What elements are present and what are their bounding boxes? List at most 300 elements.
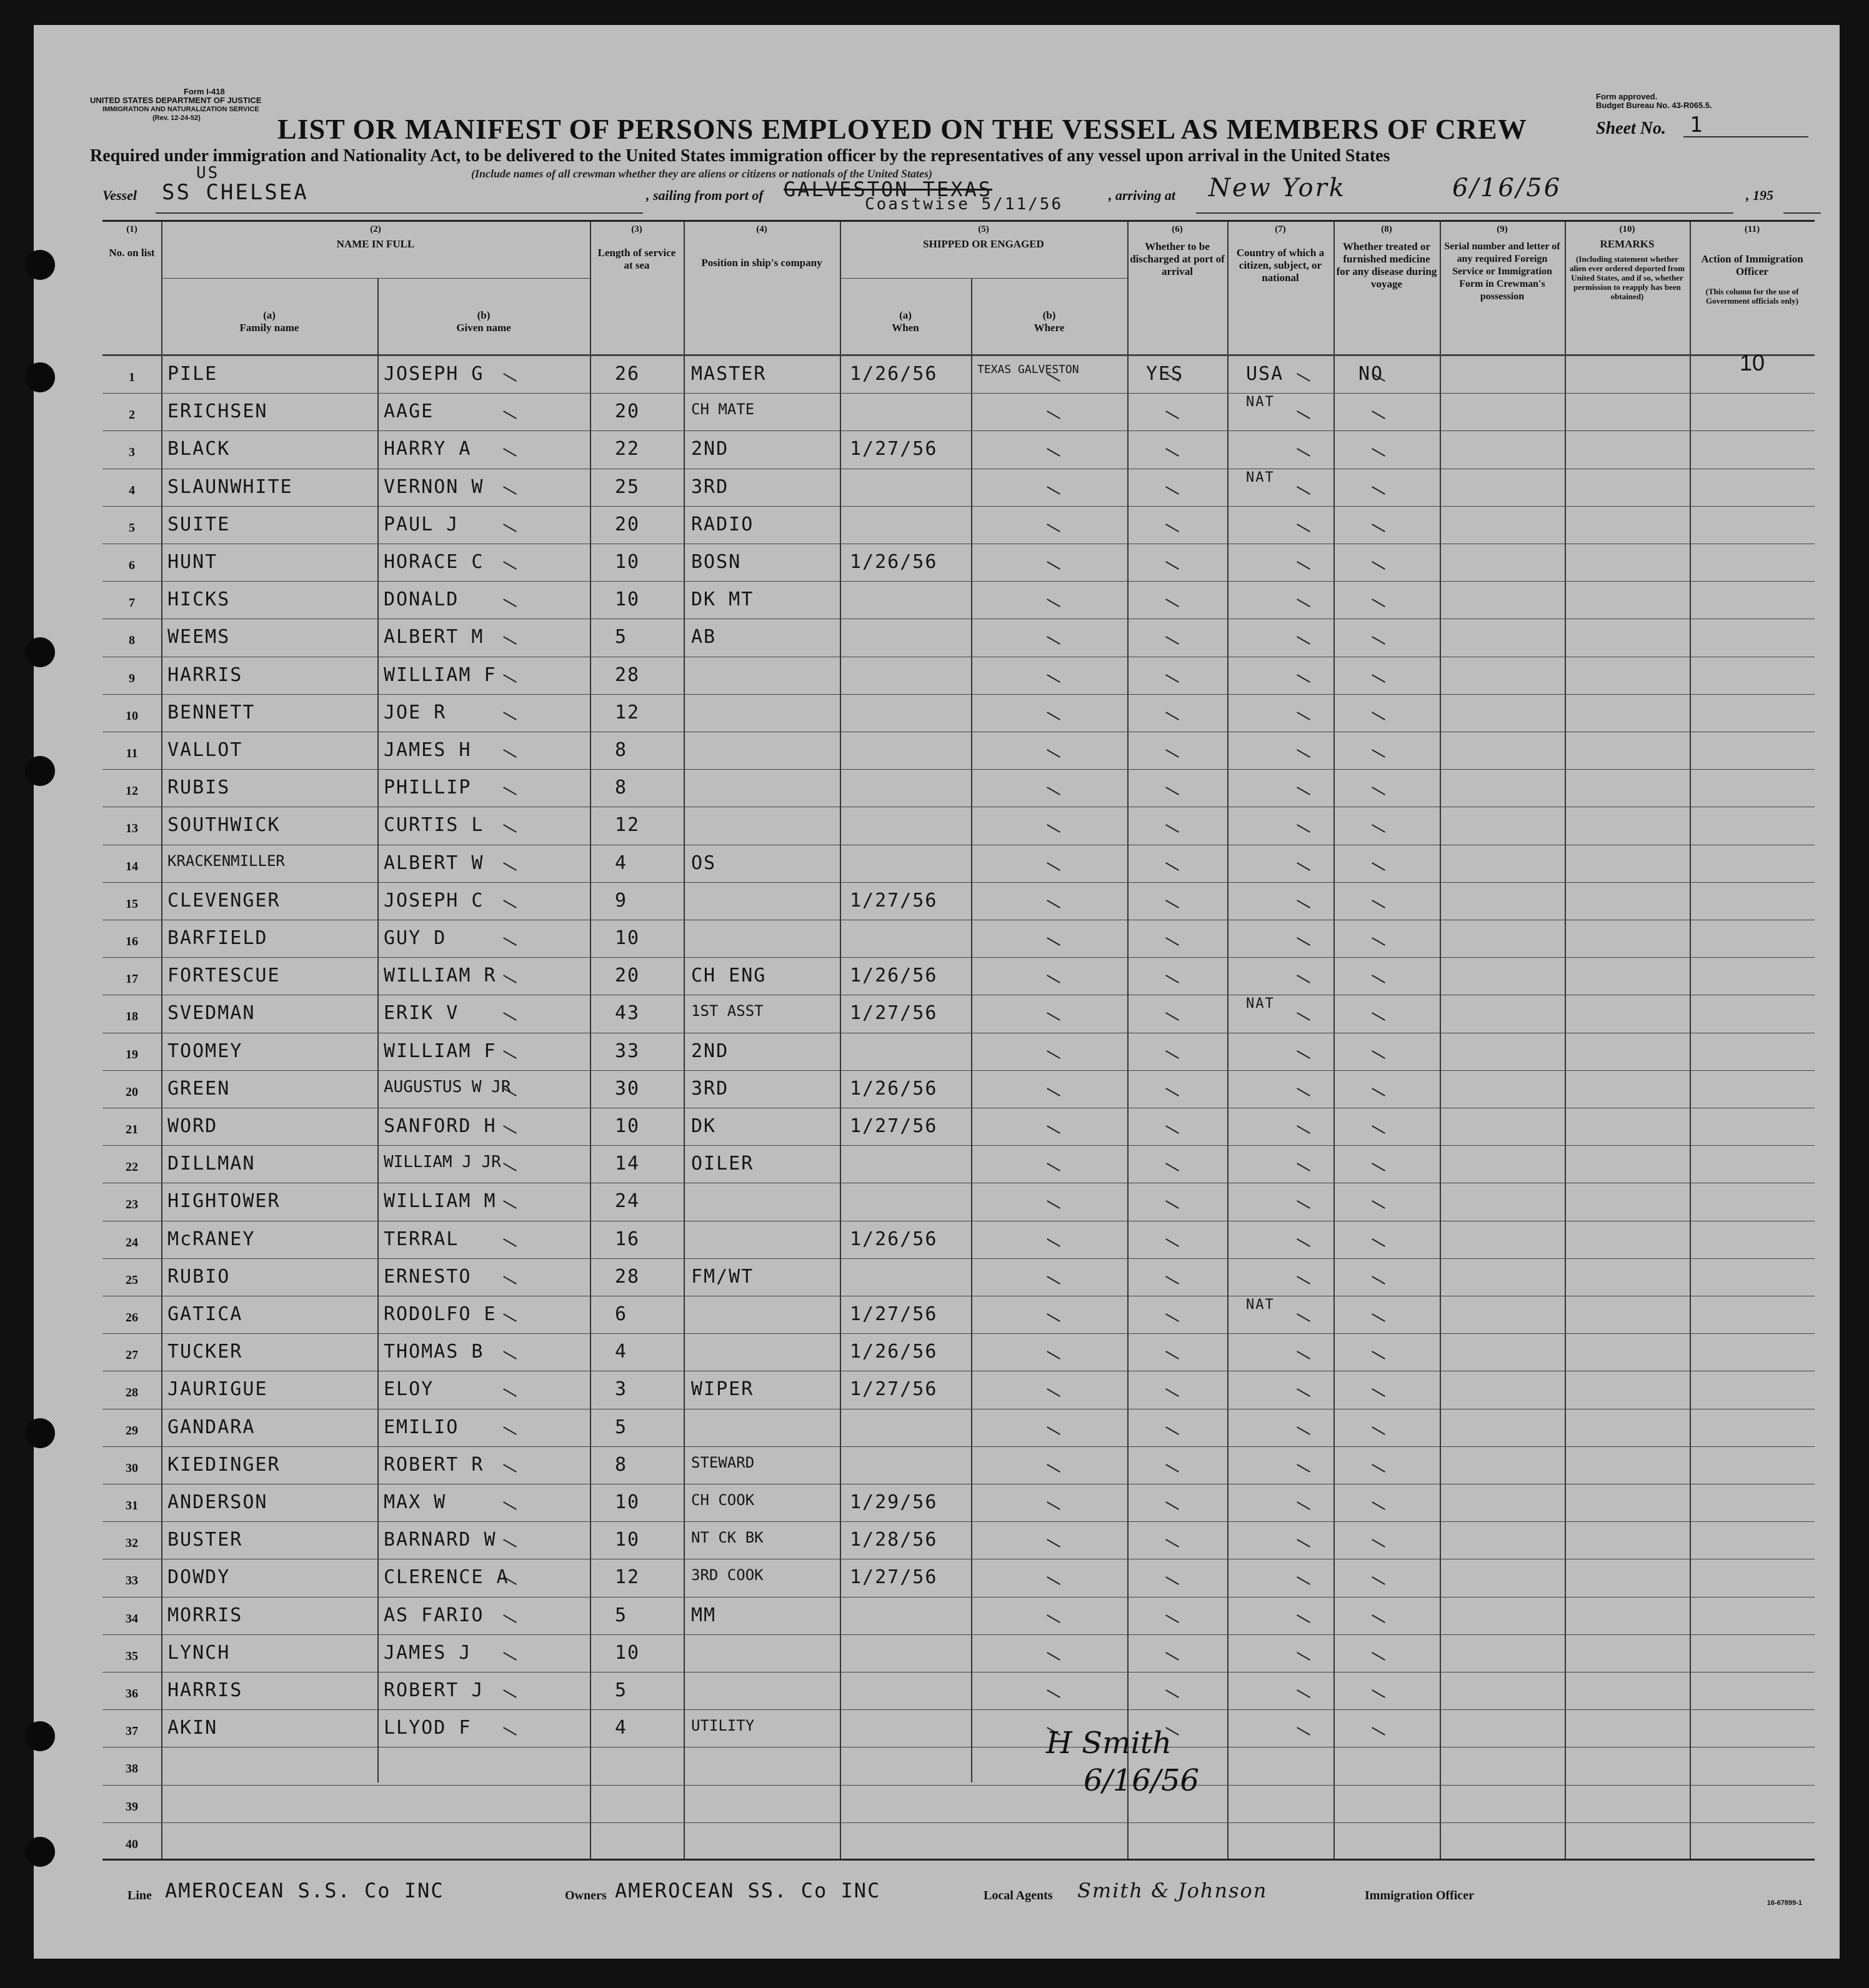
row-rule xyxy=(102,430,1815,431)
line-label: Line xyxy=(127,1889,152,1902)
given-name: DONALD xyxy=(384,589,459,611)
row-number: 15 xyxy=(126,897,138,911)
column-divider xyxy=(1440,222,1441,1859)
ditto-mark xyxy=(1297,561,1310,570)
ditto-mark xyxy=(1047,749,1060,758)
position: AB xyxy=(691,626,717,649)
ditto-mark xyxy=(503,712,517,720)
ditto-mark xyxy=(1165,637,1179,645)
ditto-mark xyxy=(1372,749,1385,758)
family-name: TUCKER xyxy=(167,1341,243,1363)
ditto-mark xyxy=(503,373,517,382)
underline xyxy=(1196,212,1733,214)
given-name: VERNON W xyxy=(384,475,484,498)
service-length: 3 xyxy=(615,1378,628,1401)
position: OILER xyxy=(691,1153,754,1175)
family-name: BUSTER xyxy=(167,1529,243,1551)
ditto-mark xyxy=(1297,1464,1310,1473)
ditto-mark xyxy=(1165,1539,1179,1548)
column-header: Whether to be discharged at port of arrival xyxy=(1130,241,1225,277)
ditto-mark xyxy=(1047,637,1060,645)
ditto-mark xyxy=(1297,862,1310,871)
column-divider xyxy=(1333,222,1335,1859)
service-length: 4 xyxy=(615,1341,628,1363)
ditto-mark xyxy=(1297,449,1310,457)
column-divider xyxy=(840,222,841,1859)
ditto-mark xyxy=(1165,1351,1179,1359)
family-name: HIGHTOWER xyxy=(167,1190,281,1213)
ditto-mark xyxy=(1297,1426,1310,1435)
punch-hole-icon xyxy=(25,250,55,280)
signature-name: H Smith xyxy=(1046,1726,1172,1761)
underline xyxy=(156,212,643,214)
row-rule xyxy=(102,1521,1815,1522)
ditto-mark xyxy=(1165,1426,1179,1435)
service-length: 20 xyxy=(615,513,640,535)
service-length: 25 xyxy=(615,475,640,498)
given-name: CURTIS L xyxy=(384,814,484,837)
position: DK MT xyxy=(691,589,754,611)
service-length: 28 xyxy=(615,663,640,686)
service-length: 14 xyxy=(615,1153,640,1175)
ditto-mark xyxy=(1372,637,1385,645)
given-name: EMILIO xyxy=(384,1416,459,1438)
ditto-mark xyxy=(503,1539,517,1548)
ditto-mark xyxy=(1372,1652,1385,1661)
service-length: 5 xyxy=(615,1604,628,1626)
sailing-note: Coastwise 5/11/56 xyxy=(865,195,1064,214)
column-number: (10) xyxy=(1619,224,1635,234)
ditto-mark xyxy=(1165,975,1179,983)
ditto-mark xyxy=(1047,1050,1060,1059)
position: CH ENG xyxy=(691,965,767,987)
ditto-mark xyxy=(503,599,517,607)
row-number: 26 xyxy=(126,1311,138,1325)
punch-hole-icon xyxy=(25,1837,55,1867)
ditto-mark xyxy=(1047,1501,1060,1510)
ditto-mark xyxy=(503,1426,517,1435)
sheet-label: Sheet No. xyxy=(1596,119,1666,138)
row-rule xyxy=(102,393,1815,394)
ditto-mark xyxy=(1047,1652,1060,1661)
family-name: LYNCH xyxy=(167,1641,231,1664)
row-rule xyxy=(102,581,1815,582)
row-number: 33 xyxy=(126,1574,138,1588)
row-rule xyxy=(102,957,1815,958)
ditto-mark xyxy=(1297,1125,1310,1134)
position: 3RD COOK xyxy=(691,1566,764,1584)
position: 2ND xyxy=(691,1040,729,1062)
medical: NO xyxy=(1358,363,1384,385)
ditto-mark xyxy=(1165,524,1179,532)
country: NAT xyxy=(1246,1297,1275,1313)
family-name: GREEN xyxy=(167,1077,231,1100)
ditto-mark xyxy=(1165,1689,1179,1698)
row-number: 3 xyxy=(129,445,135,460)
column-number: (11) xyxy=(1744,224,1760,234)
given-name: SANFORD H xyxy=(384,1115,497,1137)
family-name: PILE xyxy=(167,363,218,385)
row-rule xyxy=(102,506,1815,507)
shipped-where: TEXAS GALVESTON xyxy=(977,363,1079,376)
position: WIPER xyxy=(691,1378,754,1401)
footer xyxy=(102,1871,1815,1909)
service-length: 8 xyxy=(615,777,628,799)
ditto-mark xyxy=(1165,1163,1179,1171)
ditto-mark xyxy=(1372,1464,1385,1473)
page-title: LIST OR MANIFEST OF PERSONS EMPLOYED ON THE VESSEL AS MEMBERS OF CREW xyxy=(277,113,1527,145)
shipped-when: 1/27/56 xyxy=(850,1303,938,1325)
given-name: WILLIAM F xyxy=(384,663,497,686)
ditto-mark xyxy=(1297,1652,1310,1661)
ditto-mark xyxy=(1047,1464,1060,1473)
country: NAT xyxy=(1246,469,1275,485)
arriving-port: New York xyxy=(1209,174,1346,202)
column-divider xyxy=(161,222,162,1859)
ditto-mark xyxy=(1047,1163,1060,1171)
ditto-mark xyxy=(1372,1501,1385,1510)
sailing-port: GALVESTON TEXAS xyxy=(784,177,992,201)
given-name: ROBERT R xyxy=(384,1453,484,1476)
given-name: JOSEPH C xyxy=(384,889,484,912)
column-divider xyxy=(1690,222,1691,1859)
ditto-mark xyxy=(503,1689,517,1698)
shipped-when: 1/27/56 xyxy=(850,1378,938,1401)
family-name: SVEDMAN xyxy=(167,1002,256,1025)
service-length: 22 xyxy=(615,438,640,460)
row-rule xyxy=(102,1258,1815,1259)
ditto-mark xyxy=(503,825,517,833)
given-name: HORACE C xyxy=(384,551,484,573)
given-name: ALBERT M xyxy=(384,626,484,649)
column-header: Serial number and letter of any required Foreign Service or Immigration Form in Crewman's possession xyxy=(1444,241,1560,302)
row-rule xyxy=(102,1333,1815,1334)
header-subrule xyxy=(161,278,590,279)
ditto-mark xyxy=(1297,975,1310,983)
service-length: 10 xyxy=(615,1529,640,1551)
ditto-mark xyxy=(1297,1313,1310,1322)
ditto-mark xyxy=(503,749,517,758)
ditto-mark xyxy=(503,1464,517,1473)
given-name: CLERENCE A xyxy=(384,1566,509,1589)
position: OS xyxy=(691,852,717,874)
row-number: 4 xyxy=(129,483,135,497)
position: STEWARD xyxy=(691,1453,755,1471)
arrival-date: 6/16/56 xyxy=(1452,174,1562,202)
ditto-mark xyxy=(1372,1276,1385,1285)
ditto-mark xyxy=(1047,599,1060,607)
ditto-mark xyxy=(1372,1163,1385,1171)
ditto-mark xyxy=(1047,1088,1060,1096)
ditto-mark xyxy=(1047,1351,1060,1359)
position: FM/WT xyxy=(691,1265,754,1288)
row-number: 38 xyxy=(126,1762,138,1776)
ditto-mark xyxy=(1372,1201,1385,1210)
ditto-mark xyxy=(503,1125,517,1134)
ditto-mark xyxy=(1372,486,1385,495)
ditto-mark xyxy=(1165,1201,1179,1210)
underline xyxy=(1683,136,1808,137)
ditto-mark xyxy=(1047,862,1060,871)
ditto-mark xyxy=(1297,1501,1310,1510)
ditto-mark xyxy=(503,449,517,457)
row-number: 16 xyxy=(126,935,138,948)
position: BOSN xyxy=(691,551,742,573)
ditto-mark xyxy=(1297,825,1310,833)
family-name: GATICA xyxy=(167,1303,243,1325)
ditto-mark xyxy=(1297,1389,1310,1398)
ditto-mark xyxy=(1047,1313,1060,1322)
family-name: JAURIGUE xyxy=(167,1378,268,1401)
service-length: 20 xyxy=(615,965,640,987)
ditto-mark xyxy=(1165,561,1179,570)
ditto-mark xyxy=(503,486,517,495)
family-name: HICKS xyxy=(167,589,231,611)
service-length: 12 xyxy=(615,701,640,723)
shipped-when: 1/27/56 xyxy=(850,1002,938,1025)
ditto-mark xyxy=(1297,1539,1310,1548)
column-divider xyxy=(1127,222,1129,1859)
family-name: SUITE xyxy=(167,513,231,535)
ditto-mark xyxy=(1165,1238,1179,1247)
owners-label: Owners xyxy=(565,1889,607,1902)
ditto-mark xyxy=(1297,637,1310,645)
shipped-when: 1/27/56 xyxy=(850,438,938,460)
line-value: AMEROCEAN S.S. Co INC xyxy=(165,1879,444,1902)
shipped-when: 1/27/56 xyxy=(850,1115,938,1137)
row-rule xyxy=(102,1822,1815,1823)
service-length: 12 xyxy=(615,814,640,837)
family-name: WEEMS xyxy=(167,626,231,649)
family-name: RUBIS xyxy=(167,777,231,799)
family-name: KIEDINGER xyxy=(167,1453,281,1476)
ditto-mark xyxy=(1165,749,1179,758)
ditto-mark xyxy=(1297,1727,1310,1736)
ditto-mark xyxy=(1165,1276,1179,1285)
manifest-sheet xyxy=(34,25,1840,1959)
ditto-mark xyxy=(1047,1577,1060,1586)
family-name: CLEVENGER xyxy=(167,889,281,912)
service-length: 5 xyxy=(615,1416,628,1438)
sailing-label: , sailing from port of xyxy=(646,187,764,203)
row-rule xyxy=(102,1709,1815,1710)
row-number: 30 xyxy=(126,1461,138,1475)
row-number: 25 xyxy=(126,1273,138,1287)
column-note: (Including statement whether alien ever ordered deported from United States, and if so, whether permission to reapply has been obtained) xyxy=(1569,254,1685,301)
given-name: WILLIAM R xyxy=(384,965,497,987)
family-name: ERICHSEN xyxy=(167,400,268,423)
family-name: BLACK xyxy=(167,438,231,460)
shipped-when: 1/27/56 xyxy=(850,889,938,912)
ditto-mark xyxy=(1165,787,1179,795)
ditto-mark xyxy=(503,975,517,983)
given-name: GUY D xyxy=(384,927,447,949)
given-name: LLYOD F xyxy=(384,1717,472,1739)
column-number: (8) xyxy=(1381,224,1392,234)
ditto-mark xyxy=(1372,712,1385,720)
service-length: 20 xyxy=(615,400,640,423)
officer-label: Immigration Officer xyxy=(1365,1889,1474,1902)
ditto-mark xyxy=(1372,674,1385,683)
service-length: 16 xyxy=(615,1228,640,1250)
row-number: 2 xyxy=(129,408,135,422)
ditto-mark xyxy=(1165,1013,1179,1021)
ditto-mark xyxy=(1047,1276,1060,1285)
column-divider xyxy=(971,278,972,1782)
row-number: 28 xyxy=(126,1386,138,1400)
ditto-mark xyxy=(1297,410,1310,419)
family-name: DOWDY xyxy=(167,1566,231,1589)
family-name: RUBIO xyxy=(167,1265,231,1288)
row-number: 18 xyxy=(126,1010,138,1024)
ditto-mark xyxy=(1165,1577,1179,1586)
ditto-mark xyxy=(1165,900,1179,908)
ditto-mark xyxy=(1165,1464,1179,1473)
column-divider xyxy=(684,222,685,1859)
position: RADIO xyxy=(691,513,754,535)
subtitle: Required under immigration and Nationality Act, to be delivered to the United States immigration officer by the representatives of any vessel upon arrival in the United States xyxy=(90,146,1390,166)
service-length: 33 xyxy=(615,1040,640,1062)
ditto-mark xyxy=(1297,1201,1310,1210)
column-header: No. on list xyxy=(109,247,155,259)
header-subrule xyxy=(840,278,1127,279)
service-length: 5 xyxy=(615,626,628,649)
service-length: 24 xyxy=(615,1190,640,1213)
column-subheader: (a) Family name xyxy=(239,309,299,334)
service-length: 8 xyxy=(615,1453,628,1476)
position: CH COOK xyxy=(691,1491,755,1509)
ditto-mark xyxy=(503,674,517,683)
given-name: RODOLFO E xyxy=(384,1303,497,1325)
ditto-mark xyxy=(1297,674,1310,683)
ditto-mark xyxy=(1165,1501,1179,1510)
vessel-prefix: US xyxy=(196,164,220,182)
row-number: 39 xyxy=(126,1799,138,1814)
form-approved: Form approved. xyxy=(1596,92,1658,101)
given-name: HARRY A xyxy=(384,438,472,460)
given-name: WILLIAM J JR xyxy=(384,1153,501,1172)
ditto-mark xyxy=(503,1313,517,1322)
row-number: 34 xyxy=(126,1611,138,1626)
column-divider xyxy=(1565,222,1566,1859)
service-length: 12 xyxy=(615,1566,640,1589)
ditto-mark xyxy=(503,1652,517,1661)
shipped-when: 1/26/56 xyxy=(850,1228,938,1250)
ditto-mark xyxy=(1297,1689,1310,1698)
service-length: 10 xyxy=(615,551,640,573)
service-length: 30 xyxy=(615,1077,640,1100)
ditto-mark xyxy=(1372,1013,1385,1021)
ditto-mark xyxy=(1047,1201,1060,1210)
row-number: 24 xyxy=(126,1235,138,1250)
ditto-mark xyxy=(1372,1389,1385,1398)
ditto-mark xyxy=(1047,825,1060,833)
ditto-mark xyxy=(1372,937,1385,946)
ditto-mark xyxy=(1165,674,1179,683)
ditto-mark xyxy=(1297,1163,1310,1171)
ditto-mark xyxy=(1372,449,1385,457)
given-name: ERIK V xyxy=(384,1002,459,1025)
row-rule xyxy=(102,1145,1815,1146)
ditto-mark xyxy=(1297,787,1310,795)
family-name: GANDARA xyxy=(167,1416,256,1438)
ditto-mark xyxy=(1165,1389,1179,1398)
ditto-mark xyxy=(1165,1088,1179,1096)
ditto-mark xyxy=(503,1351,517,1359)
column-number: (7) xyxy=(1275,224,1286,234)
given-name: THOMAS B xyxy=(384,1341,484,1363)
ditto-mark xyxy=(1372,1125,1385,1134)
ditto-mark xyxy=(503,410,517,419)
ditto-mark xyxy=(1297,1276,1310,1285)
row-number: 21 xyxy=(126,1123,138,1136)
shipped-when: 1/28/56 xyxy=(850,1529,938,1551)
ditto-mark xyxy=(1372,1426,1385,1435)
ditto-mark xyxy=(1297,1577,1310,1586)
given-name: MAX W xyxy=(384,1491,447,1513)
ditto-mark xyxy=(503,637,517,645)
service-length: 26 xyxy=(615,363,640,385)
given-name: ROBERT J xyxy=(384,1679,484,1701)
given-name: PHILLIP xyxy=(384,777,472,799)
position: NT CK BK xyxy=(691,1529,764,1547)
family-name: WORD xyxy=(167,1115,218,1137)
ditto-mark xyxy=(1297,599,1310,607)
ditto-mark xyxy=(1372,524,1385,532)
agents-value: Smith & Johnson xyxy=(1077,1879,1268,1902)
row-number: 37 xyxy=(126,1724,138,1739)
column-header: Action of Immigration Officer xyxy=(1701,253,1803,277)
ditto-mark xyxy=(503,1501,517,1510)
column-divider xyxy=(590,222,591,1859)
ditto-mark xyxy=(503,561,517,570)
ditto-mark xyxy=(1047,561,1060,570)
row-number: 32 xyxy=(126,1536,138,1551)
row-number: 12 xyxy=(126,784,138,798)
position: MASTER xyxy=(691,363,767,385)
ditto-mark xyxy=(1297,486,1310,495)
ditto-mark xyxy=(1047,712,1060,720)
column-header: Country of which a citizen, subject, or national xyxy=(1236,247,1325,284)
service-length: 9 xyxy=(615,889,628,912)
row-number: 35 xyxy=(126,1649,138,1663)
column-number: (4) xyxy=(756,224,767,234)
given-name: AAGE xyxy=(384,400,434,423)
ditto-mark xyxy=(1297,749,1310,758)
country: NAT xyxy=(1246,394,1275,410)
ditto-mark xyxy=(1047,1125,1060,1134)
revision: (Rev. 12-24-52) xyxy=(152,114,201,122)
ditto-mark xyxy=(1372,1614,1385,1623)
ditto-mark xyxy=(503,1727,517,1736)
given-name: AUGUSTUS W JR xyxy=(384,1077,511,1096)
ditto-mark xyxy=(1297,373,1310,382)
position: DK xyxy=(691,1115,717,1137)
column-header: Position in ship's company xyxy=(701,257,822,269)
ditto-mark xyxy=(1297,1013,1310,1021)
shipped-when: 1/26/56 xyxy=(850,551,938,573)
row-number: 40 xyxy=(126,1837,138,1851)
row-number: 20 xyxy=(126,1085,138,1099)
row-number: 13 xyxy=(126,822,138,836)
service-length: 10 xyxy=(615,1491,640,1513)
given-name: PAUL J xyxy=(384,513,459,535)
ditto-mark xyxy=(1165,1614,1179,1623)
family-name: HARRIS xyxy=(167,1679,243,1701)
family-name: HARRIS xyxy=(167,663,243,686)
position: 3RD xyxy=(691,1077,729,1100)
column-number: (9) xyxy=(1497,224,1508,234)
